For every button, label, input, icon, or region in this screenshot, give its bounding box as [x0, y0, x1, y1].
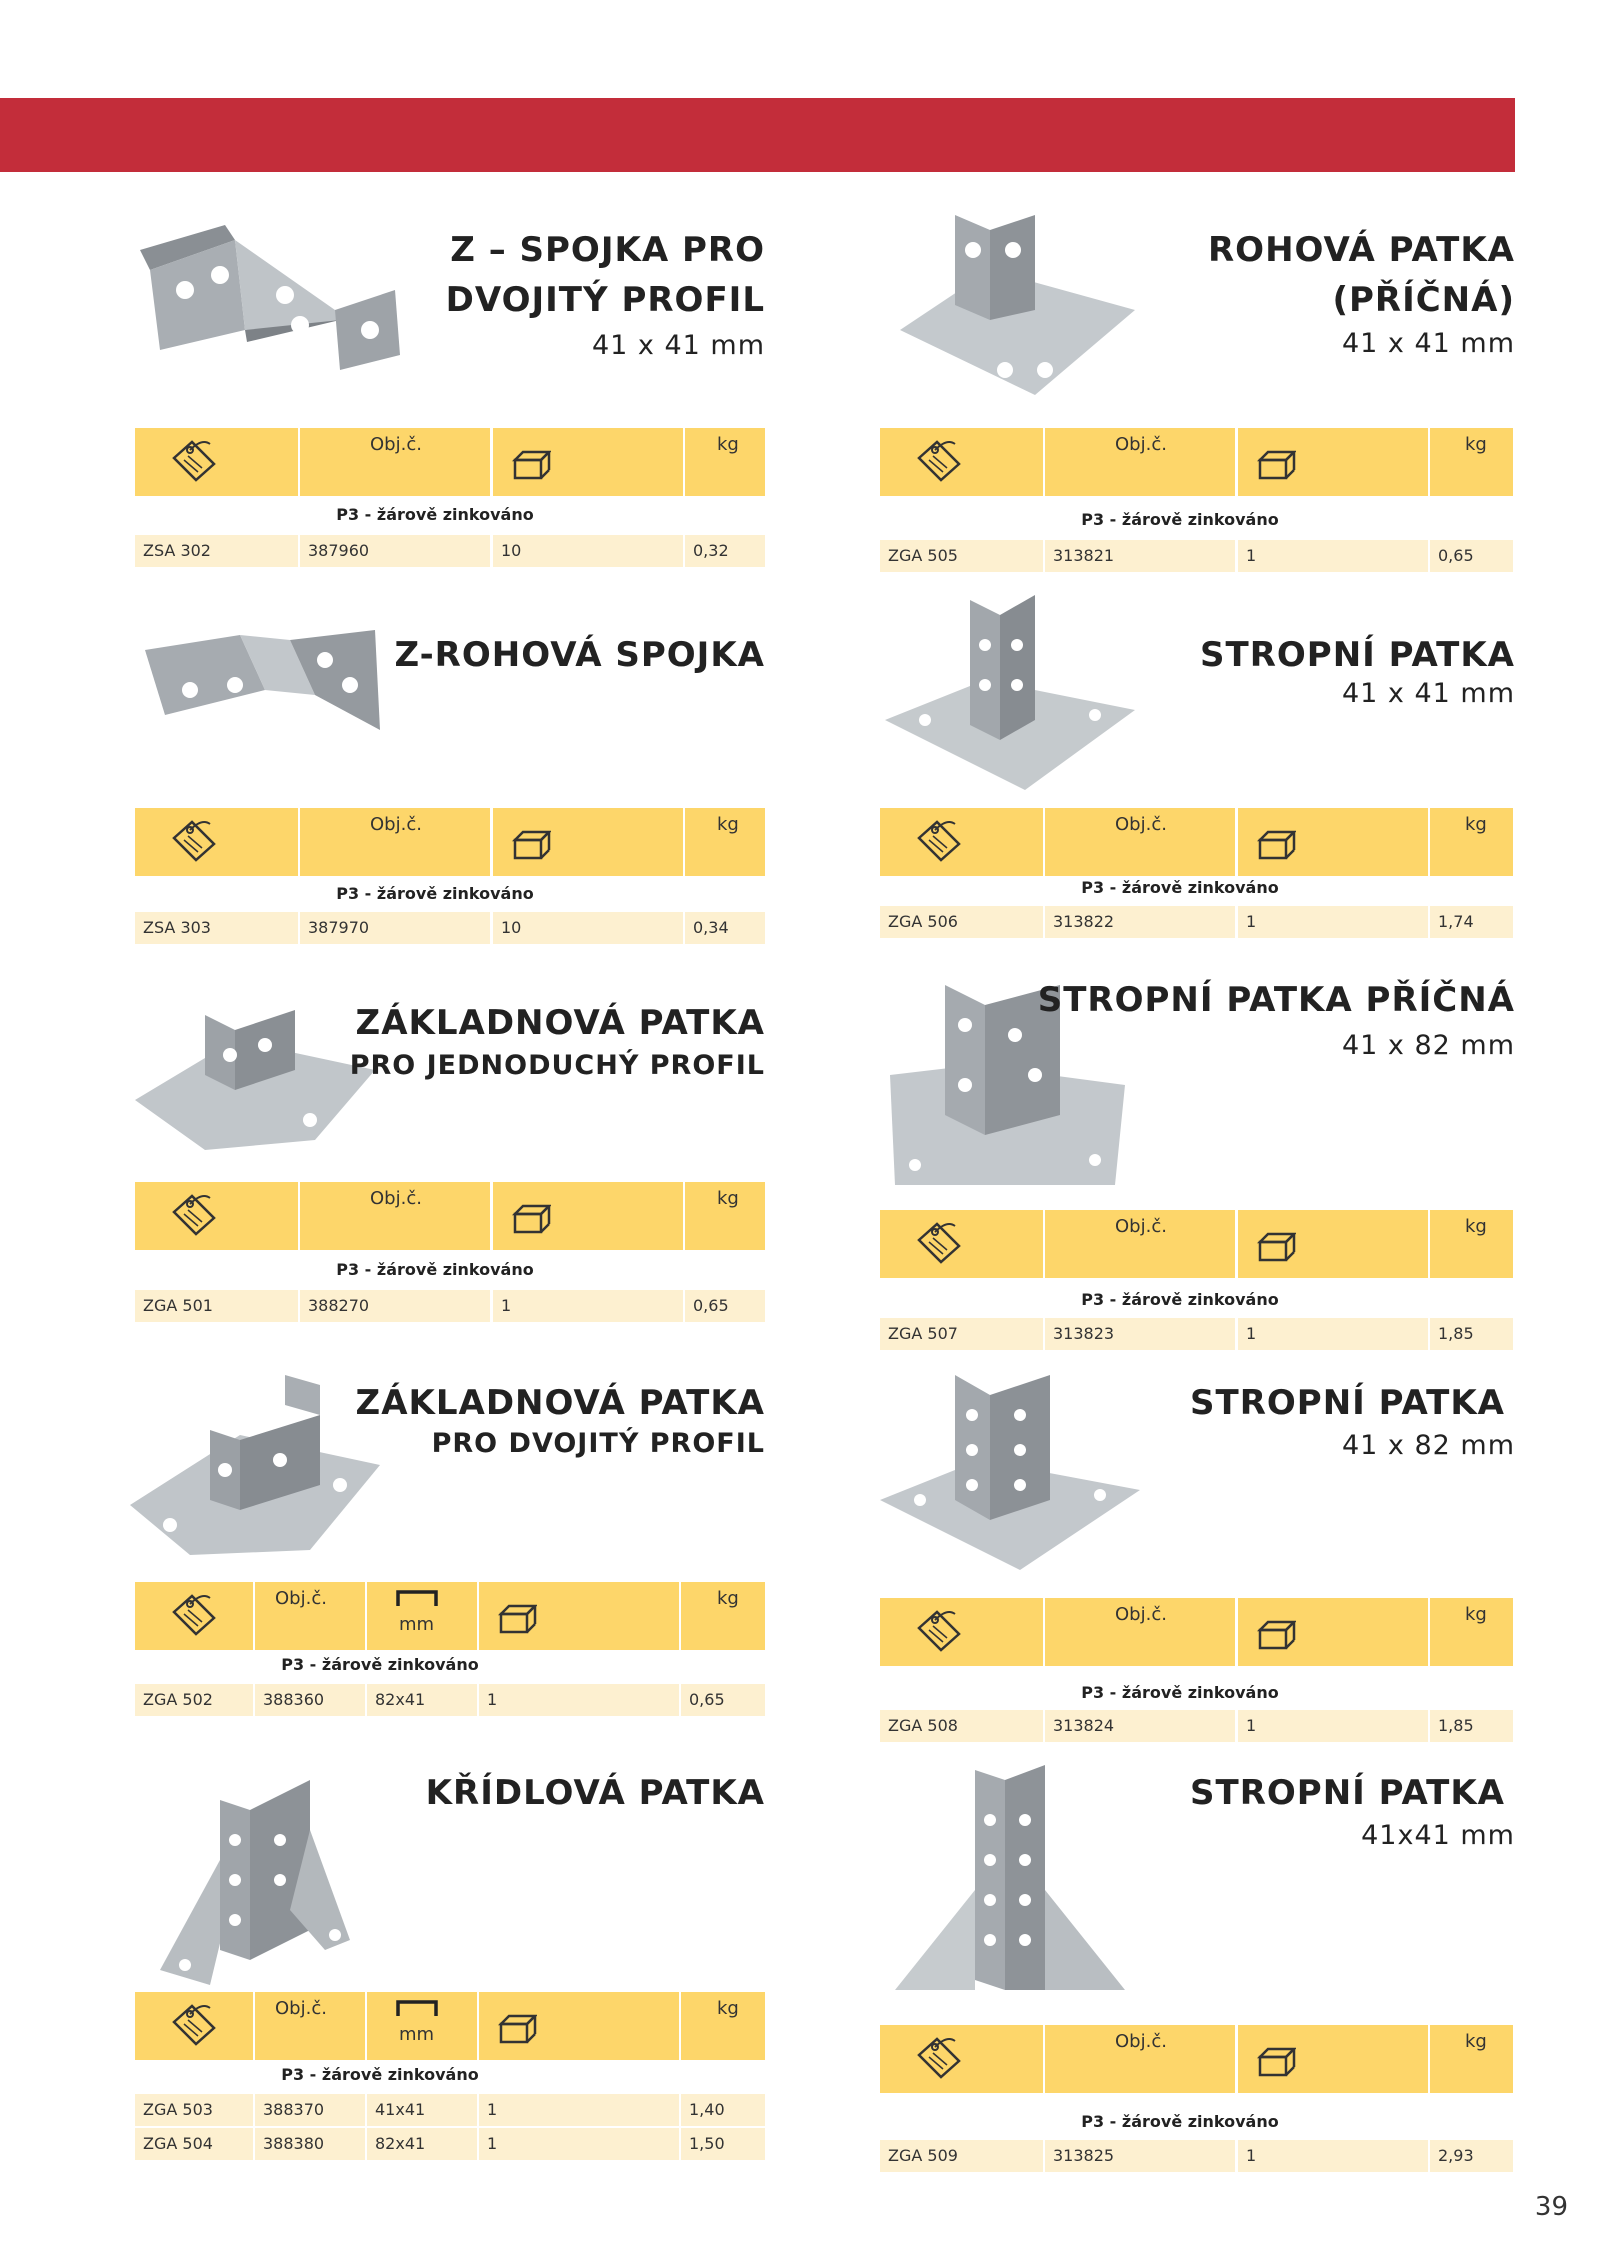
table-row [135, 2094, 765, 2126]
weight-kg: 1,40 [681, 2094, 765, 2126]
product-dimensions: 41 x 82 mm [1341, 1030, 1515, 1061]
page-number: 39 [1534, 2192, 1568, 2222]
header-cell [493, 1182, 683, 1250]
price-tag-icon [915, 436, 965, 484]
header-red-bar [0, 98, 1515, 172]
product-title: STROPNÍ PATKA [1200, 635, 1515, 675]
price-tag-icon [915, 1218, 965, 1266]
table-header [880, 428, 1513, 496]
package-box-icon [1256, 1230, 1296, 1264]
product-dimensions: 41 x 82 mm [1341, 1430, 1515, 1461]
header-cell [1430, 808, 1513, 876]
order-number-label: Obj.č. [370, 434, 422, 455]
weight-kg: 0,65 [685, 1290, 765, 1322]
header-cell [300, 428, 490, 496]
header-cell [1045, 2025, 1235, 2093]
z-connector-image [135, 220, 405, 370]
kg-label: kg [717, 434, 739, 455]
profile-size: 82x41 [367, 2128, 477, 2160]
header-cell [135, 1582, 253, 1650]
coating-label: P3 - žárově zinkováno [1081, 2112, 1279, 2131]
header-cell [135, 428, 298, 496]
product-dimensions: 41 x 41 mm [1341, 678, 1515, 709]
table-row [880, 2140, 1513, 2172]
header-cell [367, 1582, 477, 1650]
ceiling-base-82-image [880, 1370, 1150, 1570]
profile-size: 82x41 [367, 1684, 477, 1716]
kg-label: kg [1465, 814, 1487, 835]
product-dimensions: 41 x 41 mm [1341, 328, 1515, 359]
header-cell [135, 1182, 298, 1250]
header-cell [1238, 808, 1428, 876]
order-number-label: Obj.č. [370, 814, 422, 835]
product-code: ZGA 506 [880, 906, 1043, 938]
profile-icon [395, 1588, 439, 1610]
order-number-label: Obj.č. [1115, 2031, 1167, 2052]
package-box-icon [511, 1202, 551, 1236]
order-number: 388370 [255, 2094, 365, 2126]
header-cell [681, 1582, 765, 1650]
table-header [880, 2025, 1513, 2093]
kg-label: kg [717, 1998, 739, 2019]
table-header [135, 1992, 765, 2060]
kg-label: kg [717, 1188, 739, 1209]
weight-kg: 0,34 [685, 912, 765, 944]
product-code: ZGA 501 [135, 1290, 298, 1322]
product-code: ZSA 302 [135, 535, 298, 567]
header-cell [880, 2025, 1043, 2093]
order-number: 313822 [1045, 906, 1235, 938]
profile-size: 41x41 [367, 2094, 477, 2126]
product-title: Z-ROHOVÁ SPOJKA [394, 635, 765, 675]
package-box-icon [497, 2012, 537, 2046]
wing-base-image [150, 1770, 360, 1990]
ceiling-base-tower-image [895, 1760, 1135, 2000]
pack-quantity: 1 [479, 2128, 679, 2160]
weight-kg: 1,74 [1430, 906, 1513, 938]
coating-label: P3 - žárově zinkováno [336, 505, 534, 524]
weight-kg: 0,65 [681, 1684, 765, 1716]
product-title: STROPNÍ PATKA [1190, 1383, 1505, 1423]
product-subtitle: PRO JEDNODUCHÝ PROFIL [349, 1050, 765, 1081]
pack-quantity: 1 [479, 1684, 679, 1716]
header-cell [1430, 1598, 1513, 1666]
header-cell [479, 1992, 679, 2060]
header-cell [1238, 1598, 1428, 1666]
header-cell [685, 808, 765, 876]
coating-label: P3 - žárově zinkováno [336, 1260, 534, 1279]
product-title: ROHOVÁ PATKA (PŘÍČNÁ) [1207, 230, 1515, 320]
weight-kg: 1,50 [681, 2128, 765, 2160]
header-cell [685, 1182, 765, 1250]
header-cell [1045, 808, 1235, 876]
header-cell [367, 1992, 477, 2060]
package-box-icon [497, 1602, 537, 1636]
kg-label: kg [717, 814, 739, 835]
weight-kg: 1,85 [1430, 1318, 1513, 1350]
header-cell [1238, 1210, 1428, 1278]
product-title: Z – SPOJKA PRO DVOJITÝ PROFIL [445, 230, 765, 320]
order-number-label: Obj.č. [275, 1998, 327, 2019]
price-tag-icon [170, 816, 220, 864]
order-number-label: Obj.č. [370, 1188, 422, 1209]
kg-label: kg [717, 1588, 739, 1609]
product-code: ZGA 509 [880, 2140, 1043, 2172]
header-cell [135, 808, 298, 876]
coating-label: P3 - žárově zinkováno [281, 2065, 479, 2084]
pack-quantity: 1 [1238, 906, 1428, 938]
order-number-label: Obj.č. [275, 1588, 327, 1609]
table-header [135, 1582, 765, 1650]
header-cell [685, 428, 765, 496]
table-header [135, 428, 765, 496]
table-header [880, 1210, 1513, 1278]
order-number: 388360 [255, 1684, 365, 1716]
order-number: 387960 [300, 535, 490, 567]
package-box-icon [1256, 2045, 1296, 2079]
ceiling-base-image [885, 590, 1145, 790]
order-number-label: Obj.č. [1115, 814, 1167, 835]
table-row [135, 535, 765, 567]
header-cell [1045, 1210, 1235, 1278]
order-number-label: Obj.č. [1115, 1216, 1167, 1237]
pack-quantity: 1 [1238, 1710, 1428, 1742]
product-code: ZGA 507 [880, 1318, 1043, 1350]
pack-quantity: 1 [1238, 1318, 1428, 1350]
header-cell [880, 1210, 1043, 1278]
package-box-icon [511, 448, 551, 482]
pack-quantity: 1 [1238, 540, 1428, 572]
product-code: ZGA 503 [135, 2094, 253, 2126]
header-cell [880, 808, 1043, 876]
weight-kg: 1,85 [1430, 1710, 1513, 1742]
header-cell [1045, 1598, 1235, 1666]
header-cell [300, 808, 490, 876]
kg-label: kg [1465, 434, 1487, 455]
header-cell [255, 1582, 365, 1650]
product-code: ZGA 508 [880, 1710, 1043, 1742]
header-cell [493, 428, 683, 496]
price-tag-icon [915, 1606, 965, 1654]
order-number-label: Obj.č. [1115, 434, 1167, 455]
header-cell [1430, 1210, 1513, 1278]
table-row [880, 1318, 1513, 1350]
pack-quantity: 1 [1238, 2140, 1428, 2172]
price-tag-icon [915, 2033, 965, 2081]
pack-quantity: 1 [479, 2094, 679, 2126]
price-tag-icon [170, 1590, 220, 1638]
package-box-icon [511, 828, 551, 862]
package-box-icon [1256, 1618, 1296, 1652]
coating-label: P3 - žárově zinkováno [1081, 878, 1279, 897]
mm-label: mm [399, 1614, 435, 1635]
header-cell [880, 1598, 1043, 1666]
product-subtitle: PRO DVOJITÝ PROFIL [431, 1428, 765, 1459]
order-number: 388380 [255, 2128, 365, 2160]
price-tag-icon [170, 2000, 220, 2048]
table-row [135, 2128, 765, 2160]
package-box-icon [1256, 828, 1296, 862]
kg-label: kg [1465, 1216, 1487, 1237]
header-cell [255, 1992, 365, 2060]
product-title: ZÁKLADNOVÁ PATKA [355, 1003, 765, 1043]
price-tag-icon [915, 816, 965, 864]
kg-label: kg [1465, 1604, 1487, 1625]
table-row [135, 1290, 765, 1322]
price-tag-icon [170, 1190, 220, 1238]
coating-label: P3 - žárově zinkováno [1081, 510, 1279, 529]
coating-label: P3 - žárově zinkováno [1081, 1683, 1279, 1702]
pack-quantity: 10 [493, 535, 683, 567]
coating-label: P3 - žárově zinkováno [336, 884, 534, 903]
header-cell [479, 1582, 679, 1650]
order-number-label: Obj.č. [1115, 1604, 1167, 1625]
product-title: KŘÍDLOVÁ PATKA [425, 1773, 765, 1813]
product-title: ZÁKLADNOVÁ PATKA [355, 1383, 765, 1423]
order-number: 387970 [300, 912, 490, 944]
z-corner-connector-image [145, 630, 385, 740]
table-header [135, 1182, 765, 1250]
product-code: ZGA 502 [135, 1684, 253, 1716]
mm-label: mm [399, 2024, 435, 2045]
coating-label: P3 - žárově zinkováno [1081, 1290, 1279, 1309]
pack-quantity: 10 [493, 912, 683, 944]
table-row [880, 906, 1513, 938]
order-number: 313825 [1045, 2140, 1235, 2172]
order-number: 313824 [1045, 1710, 1235, 1742]
table-row [135, 1684, 765, 1716]
kg-label: kg [1465, 2031, 1487, 2052]
product-title: STROPNÍ PATKA [1190, 1773, 1505, 1813]
header-cell [681, 1992, 765, 2060]
weight-kg: 0,65 [1430, 540, 1513, 572]
header-cell [1238, 428, 1428, 496]
header-cell [493, 808, 683, 876]
product-dimensions: 41x41 mm [1361, 1820, 1515, 1851]
package-box-icon [1256, 448, 1296, 482]
product-code: ZSA 303 [135, 912, 298, 944]
profile-icon [395, 1998, 439, 2020]
corner-base-image [895, 210, 1145, 400]
header-cell [1430, 428, 1513, 496]
table-header [880, 808, 1513, 876]
product-dimensions: 41 x 41 mm [591, 330, 765, 361]
header-cell [135, 1992, 253, 2060]
product-title: STROPNÍ PATKA PŘÍČNÁ [1037, 980, 1515, 1020]
product-code: ZGA 505 [880, 540, 1043, 572]
coating-label: P3 - žárově zinkováno [281, 1655, 479, 1674]
header-cell [1045, 428, 1235, 496]
pack-quantity: 1 [493, 1290, 683, 1322]
header-cell [300, 1182, 490, 1250]
order-number: 313821 [1045, 540, 1235, 572]
order-number: 388270 [300, 1290, 490, 1322]
order-number: 313823 [1045, 1318, 1235, 1350]
table-row [880, 1710, 1513, 1742]
product-code: ZGA 504 [135, 2128, 253, 2160]
header-cell [1430, 2025, 1513, 2093]
weight-kg: 0,32 [685, 535, 765, 567]
weight-kg: 2,93 [1430, 2140, 1513, 2172]
table-row [880, 540, 1513, 572]
price-tag-icon [170, 436, 220, 484]
header-cell [1238, 2025, 1428, 2093]
table-header [880, 1598, 1513, 1666]
table-row [135, 912, 765, 944]
header-cell [880, 428, 1043, 496]
table-header [135, 808, 765, 876]
base-plate-double-image [130, 1375, 390, 1555]
